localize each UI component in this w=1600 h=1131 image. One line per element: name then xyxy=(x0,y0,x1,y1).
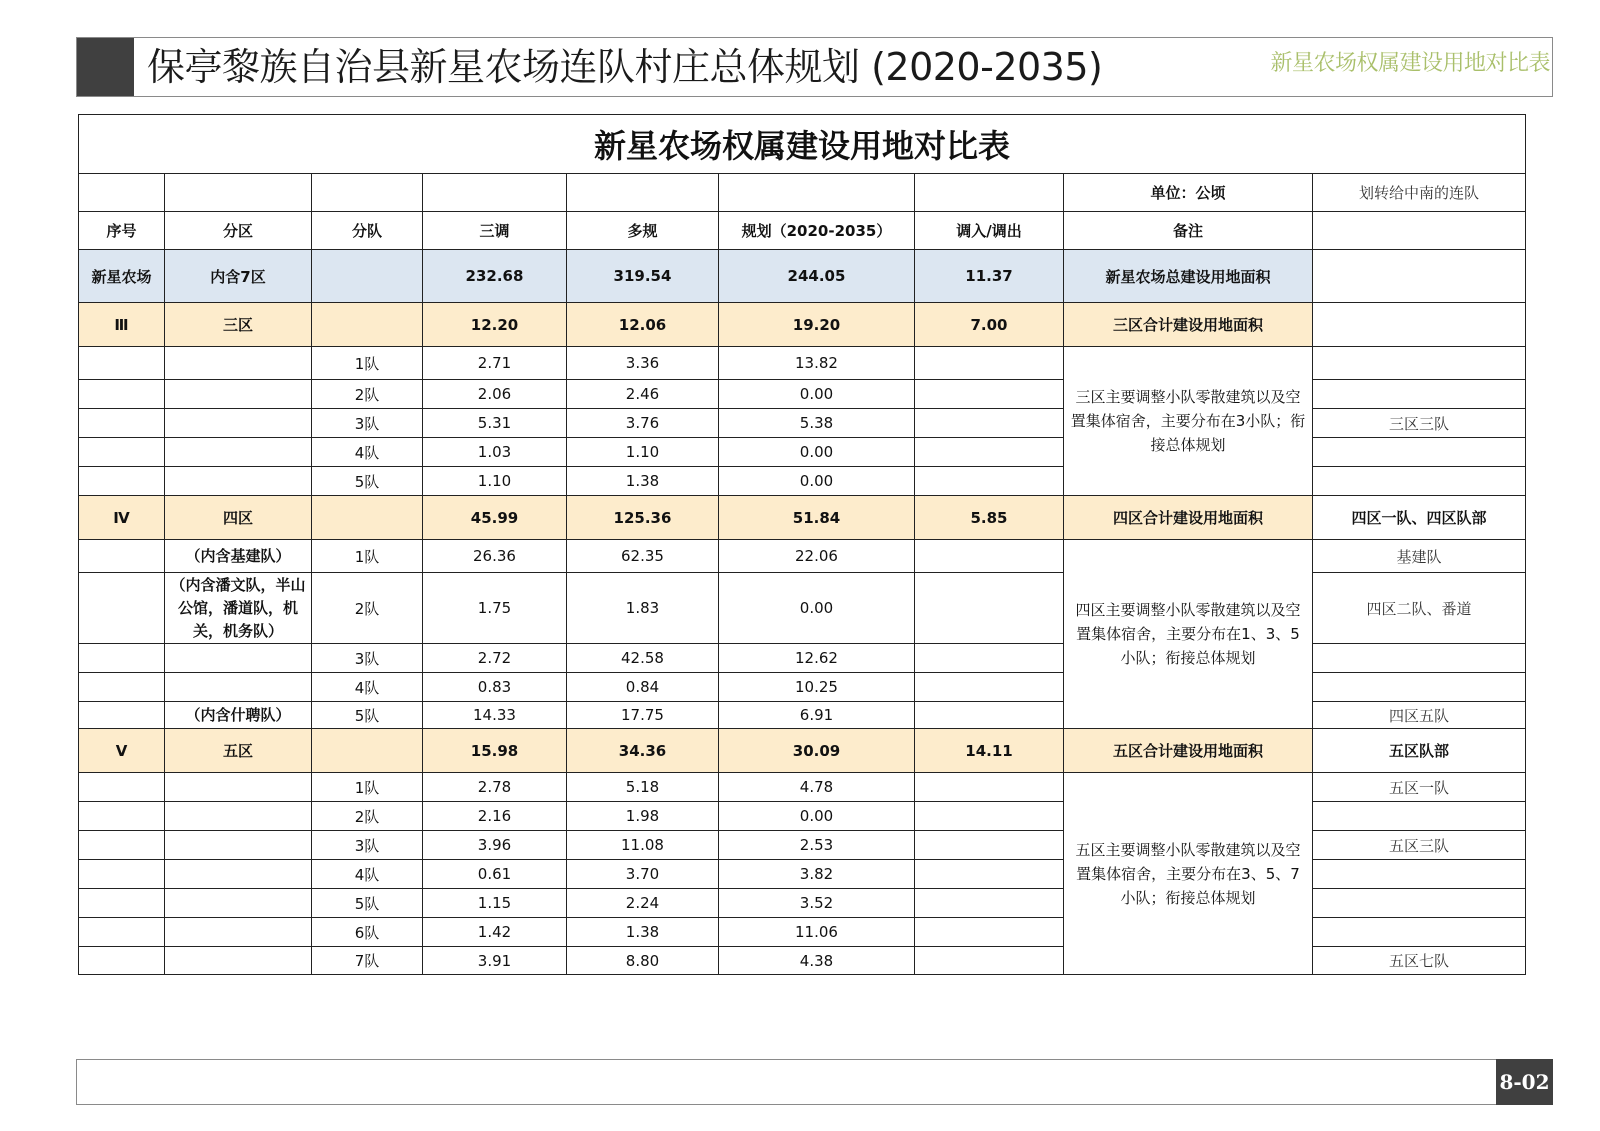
team-name: 3队 xyxy=(312,409,423,438)
transfer-team xyxy=(1313,860,1526,889)
duogui-value: 1.38 xyxy=(567,918,719,947)
plan-value: 0.00 xyxy=(719,467,915,496)
team-name: 2队 xyxy=(312,802,423,831)
sandiao-value: 1.42 xyxy=(423,918,567,947)
team-name: 5队 xyxy=(312,889,423,918)
column-header: 多规 xyxy=(567,212,719,250)
transfer-team xyxy=(1313,347,1526,380)
total-note: 新星农场总建设用地面积 xyxy=(1064,250,1313,303)
total-plan: 244.05 xyxy=(719,250,915,303)
sandiao-value: 1.15 xyxy=(423,889,567,918)
zone-note: 三区合计建设用地面积 xyxy=(1064,303,1313,347)
team-name: 4队 xyxy=(312,673,423,702)
duogui-value: 17.75 xyxy=(567,702,719,729)
zone-transfer-team: 五区队部 xyxy=(1313,729,1526,773)
duogui-value: 3.36 xyxy=(567,347,719,380)
plan-value: 0.00 xyxy=(719,438,915,467)
column-header: 分队 xyxy=(312,212,423,250)
column-header: 分区 xyxy=(165,212,312,250)
duogui-value: 11.08 xyxy=(567,831,719,860)
sub-zone-note: （内含什聘队） xyxy=(165,702,312,729)
zone-transfer: 14.11 xyxy=(915,729,1064,773)
column-header: 序号 xyxy=(79,212,165,250)
plan-value: 4.78 xyxy=(719,773,915,802)
zone-duogui: 12.06 xyxy=(567,303,719,347)
sub-zone-note xyxy=(165,889,312,918)
zone-plan: 30.09 xyxy=(719,729,915,773)
page-title: 保亭黎族自治县新星农场连队村庄总体规划 (2020-2035) xyxy=(147,45,1103,89)
sandiao-value: 0.83 xyxy=(423,673,567,702)
page-footer xyxy=(76,1059,1553,1105)
sandiao-value: 1.75 xyxy=(423,573,567,644)
zone-name: 四区 xyxy=(165,496,312,540)
zone-note: 四区合计建设用地面积 xyxy=(1064,496,1313,540)
plan-value: 10.25 xyxy=(719,673,915,702)
sandiao-value: 14.33 xyxy=(423,702,567,729)
column-header: 备注 xyxy=(1064,212,1313,250)
zone-seq: Ⅲ xyxy=(79,303,165,347)
team-name: 6队 xyxy=(312,918,423,947)
plan-value: 0.00 xyxy=(719,573,915,644)
team-name: 3队 xyxy=(312,644,423,673)
zone-name: 五区 xyxy=(165,729,312,773)
transfer-team xyxy=(1313,918,1526,947)
column-header: 三调 xyxy=(423,212,567,250)
plan-value: 6.91 xyxy=(719,702,915,729)
zone-remark: 五区主要调整小队零散建筑以及空置集体宿舍，主要分布在3、5、7小队；衔接总体规划 xyxy=(1064,773,1313,975)
table-title-row xyxy=(79,115,1526,174)
sandiao-value: 2.16 xyxy=(423,802,567,831)
transfer-team: 五区一队 xyxy=(1313,773,1526,802)
duogui-value: 3.70 xyxy=(567,860,719,889)
transfer-team xyxy=(1313,673,1526,702)
zone-sandiao: 15.98 xyxy=(423,729,567,773)
duogui-value: 62.35 xyxy=(567,540,719,573)
transfer-team: 四区五队 xyxy=(1313,702,1526,729)
sandiao-value: 26.36 xyxy=(423,540,567,573)
page-subtitle: 新星农场权属建设用地对比表 xyxy=(1270,51,1550,76)
plan-value: 4.38 xyxy=(719,947,915,975)
sub-zone-note xyxy=(165,673,312,702)
sandiao-value: 3.91 xyxy=(423,947,567,975)
zone-transfer-team xyxy=(1313,303,1526,347)
plan-value: 12.62 xyxy=(719,644,915,673)
total-row xyxy=(79,250,1526,303)
total-sandiao: 232.68 xyxy=(423,250,567,303)
zone-sandiao: 45.99 xyxy=(423,496,567,540)
sub-zone-note xyxy=(165,947,312,975)
duogui-value: 1.98 xyxy=(567,802,719,831)
zone-name: 三区 xyxy=(165,303,312,347)
header-accent-block xyxy=(77,38,134,96)
zone-seq: Ⅴ xyxy=(79,729,165,773)
column-header: 规划（2020-2035） xyxy=(719,212,915,250)
sandiao-value: 1.10 xyxy=(423,467,567,496)
sandiao-value: 1.03 xyxy=(423,438,567,467)
sub-zone-note xyxy=(165,347,312,380)
team-name: 4队 xyxy=(312,860,423,889)
duogui-value: 1.38 xyxy=(567,467,719,496)
transfer-team xyxy=(1313,644,1526,673)
team-name: 2队 xyxy=(312,380,423,409)
sub-zone-note xyxy=(165,860,312,889)
duogui-value: 5.18 xyxy=(567,773,719,802)
duogui-value: 0.84 xyxy=(567,673,719,702)
transfer-team: 五区七队 xyxy=(1313,947,1526,975)
duogui-value: 2.46 xyxy=(567,380,719,409)
plan-value: 3.52 xyxy=(719,889,915,918)
column-header: 调入/调出 xyxy=(915,212,1064,250)
land-comparison-table-wrapper xyxy=(78,114,1525,975)
plan-value: 5.38 xyxy=(719,409,915,438)
unit-row xyxy=(79,174,1526,212)
team-name: 2队 xyxy=(312,573,423,644)
zone-remark: 三区主要调整小队零散建筑以及空置集体宿舍，主要分布在3小队；衔接总体规划 xyxy=(1064,347,1313,496)
team-name: 5队 xyxy=(312,467,423,496)
zone-plan: 19.20 xyxy=(719,303,915,347)
total-duogui: 319.54 xyxy=(567,250,719,303)
plan-value: 3.82 xyxy=(719,860,915,889)
duogui-value: 42.58 xyxy=(567,644,719,673)
sandiao-value: 5.31 xyxy=(423,409,567,438)
page-number: 8-02 xyxy=(1496,1059,1553,1105)
team-name: 4队 xyxy=(312,438,423,467)
team-name: 5队 xyxy=(312,702,423,729)
sub-zone-note xyxy=(165,467,312,496)
transfer-header: 划转给中南的连队 xyxy=(1313,174,1526,212)
zone-seq: Ⅳ xyxy=(79,496,165,540)
land-comparison-table xyxy=(78,114,1526,975)
zone-summary-row xyxy=(79,303,1526,347)
unit-label: 单位：公顷 xyxy=(1064,174,1313,212)
transfer-team: 五区三队 xyxy=(1313,831,1526,860)
table-row xyxy=(79,347,1526,380)
plan-value: 0.00 xyxy=(719,802,915,831)
duogui-value: 3.76 xyxy=(567,409,719,438)
table-title: 新星农场权属建设用地对比表 xyxy=(79,115,1526,174)
zone-summary-row xyxy=(79,729,1526,773)
plan-value: 2.53 xyxy=(719,831,915,860)
plan-value: 22.06 xyxy=(719,540,915,573)
sandiao-value: 2.72 xyxy=(423,644,567,673)
total-zone: 内含7区 xyxy=(165,250,312,303)
sandiao-value: 3.96 xyxy=(423,831,567,860)
team-name: 7队 xyxy=(312,947,423,975)
duogui-value: 2.24 xyxy=(567,889,719,918)
sandiao-value: 0.61 xyxy=(423,860,567,889)
sub-zone-note xyxy=(165,438,312,467)
sub-zone-note xyxy=(165,380,312,409)
table-row xyxy=(79,773,1526,802)
sub-zone-note xyxy=(165,644,312,673)
total-transfer: 11.37 xyxy=(915,250,1064,303)
page-header xyxy=(76,37,1553,97)
column-header-row xyxy=(79,212,1526,250)
transfer-team xyxy=(1313,889,1526,918)
sub-zone-note: （内含基建队） xyxy=(165,540,312,573)
total-seq: 新星农场 xyxy=(79,250,165,303)
transfer-team: 基建队 xyxy=(1313,540,1526,573)
plan-value: 11.06 xyxy=(719,918,915,947)
plan-value: 13.82 xyxy=(719,347,915,380)
sub-zone-note: （内含潘文队，半山公馆，潘道队，机关，机务队） xyxy=(165,573,312,644)
team-name: 1队 xyxy=(312,540,423,573)
sub-zone-note xyxy=(165,802,312,831)
zone-summary-row xyxy=(79,496,1526,540)
transfer-team xyxy=(1313,380,1526,409)
sub-zone-note xyxy=(165,831,312,860)
transfer-team xyxy=(1313,438,1526,467)
sandiao-value: 2.71 xyxy=(423,347,567,380)
zone-note: 五区合计建设用地面积 xyxy=(1064,729,1313,773)
sandiao-value: 2.78 xyxy=(423,773,567,802)
transfer-team: 三区三队 xyxy=(1313,409,1526,438)
transfer-team xyxy=(1313,467,1526,496)
plan-value: 0.00 xyxy=(719,380,915,409)
duogui-value: 8.80 xyxy=(567,947,719,975)
zone-duogui: 125.36 xyxy=(567,496,719,540)
zone-plan: 51.84 xyxy=(719,496,915,540)
duogui-value: 1.10 xyxy=(567,438,719,467)
zone-transfer-team: 四区一队、四区队部 xyxy=(1313,496,1526,540)
duogui-value: 1.83 xyxy=(567,573,719,644)
sub-zone-note xyxy=(165,773,312,802)
table-row xyxy=(79,540,1526,573)
zone-transfer: 5.85 xyxy=(915,496,1064,540)
zone-sandiao: 12.20 xyxy=(423,303,567,347)
zone-duogui: 34.36 xyxy=(567,729,719,773)
team-name: 1队 xyxy=(312,773,423,802)
team-name: 1队 xyxy=(312,347,423,380)
team-name: 3队 xyxy=(312,831,423,860)
sandiao-value: 2.06 xyxy=(423,380,567,409)
zone-transfer: 7.00 xyxy=(915,303,1064,347)
transfer-team xyxy=(1313,802,1526,831)
transfer-team: 四区二队、番道 xyxy=(1313,573,1526,644)
zone-remark: 四区主要调整小队零散建筑以及空置集体宿舍，主要分布在1、3、5小队；衔接总体规划 xyxy=(1064,540,1313,729)
sub-zone-note xyxy=(165,918,312,947)
sub-zone-note xyxy=(165,409,312,438)
